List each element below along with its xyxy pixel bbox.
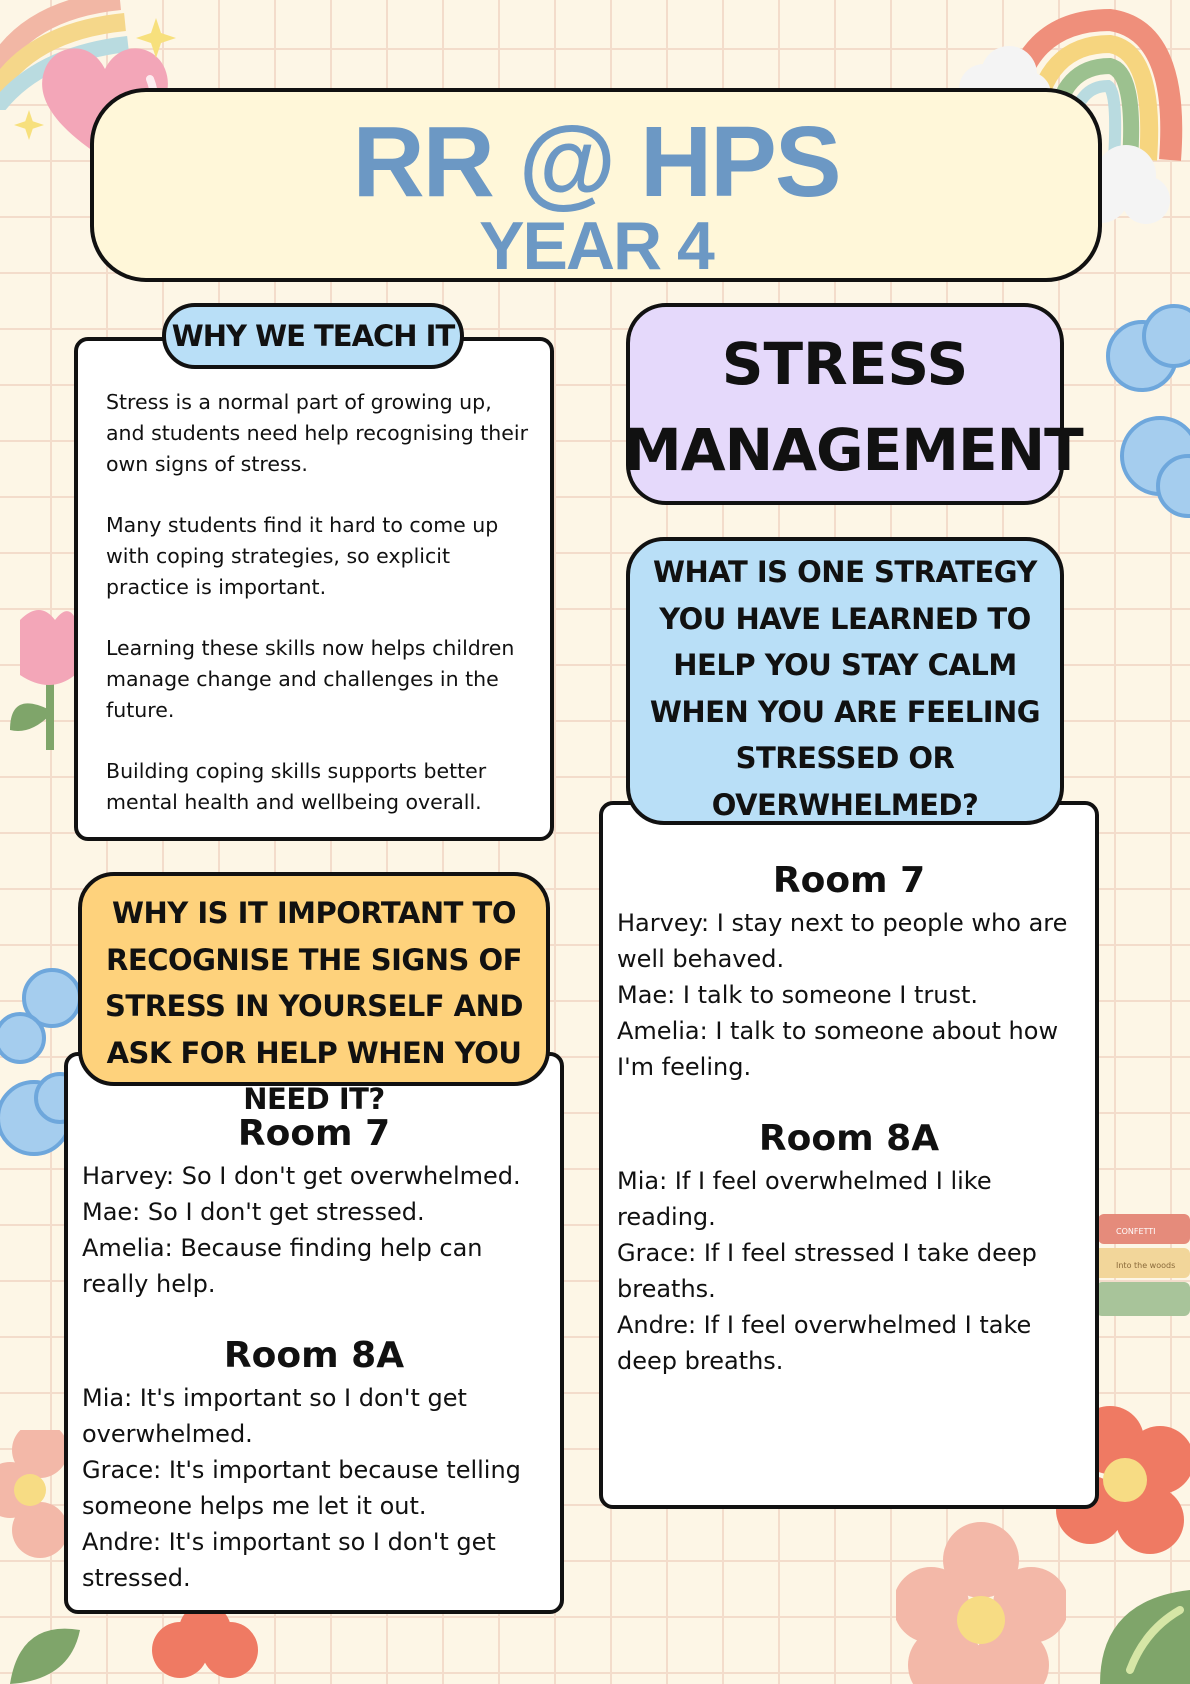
books-icon xyxy=(1092,1210,1190,1330)
tulip-icon xyxy=(0,600,80,750)
leaf-bottom-left-icon xyxy=(0,1610,90,1684)
flower-pink-bottom-icon xyxy=(896,1520,1066,1684)
room-heading: Room 7 xyxy=(772,860,926,901)
leaf-bottom-right-icon xyxy=(1090,1580,1190,1684)
why-we-teach-text xyxy=(106,387,536,848)
answer-line: Mae: I talk to someone I trust. xyxy=(617,981,978,1009)
topic-line-2: MANAGEMENT xyxy=(624,416,1083,484)
answer-line: Mae: So I don't get stressed. xyxy=(82,1198,425,1226)
sparkle-icon xyxy=(136,18,176,58)
why-we-teach-card xyxy=(74,337,554,841)
answer-line: Grace: It's important because telling someone helps me let it out. xyxy=(82,1456,521,1520)
answer-line: Grace: If I feel stressed I take deep breaths. xyxy=(617,1239,1037,1303)
strategy-answers xyxy=(603,857,1095,1379)
strategy-question: WHAT IS ONE STRATEGY YOU HAVE LEARNED TO HELP YOU STAY CALM WHEN YOU ARE FEELING STRESSED OR OVERWHELMED? xyxy=(626,537,1064,825)
signs-answers xyxy=(68,1110,560,1596)
answer-line: Amelia: Because finding help can really help. xyxy=(82,1234,483,1298)
room-heading: Room 8A xyxy=(758,1118,940,1159)
flower-red-bottom-icon xyxy=(150,1610,260,1684)
why-paragraph: Many students find it hard to come up with coping strategies, so explicit practice is important. xyxy=(106,513,499,599)
blue-cloud-sticker-icon xyxy=(1096,296,1190,536)
why-paragraph: Building coping skills supports better mental health and wellbeing overall. xyxy=(106,759,487,814)
answer-line: Mia: If I feel overwhelmed I like reading. xyxy=(617,1167,992,1231)
signs-question: WHY IS IT IMPORTANT TO RECOGNISE THE SIGNS OF STRESS IN YOURSELF AND ASK FOR HELP WHEN YOU NEED IT? xyxy=(78,872,550,1086)
answer-line: Andre: If I feel overwhelmed I take deep breaths. xyxy=(617,1311,1032,1375)
answer-line: Andre: It's important so I don't get stressed. xyxy=(82,1528,496,1592)
answer-line: Harvey: I stay next to people who are well behaved. xyxy=(617,909,1068,973)
header-banner xyxy=(90,88,1102,282)
answer-line: Amelia: I talk to someone about how I'm feeling. xyxy=(617,1017,1059,1081)
room-heading: Room 8A xyxy=(223,1335,405,1376)
room-heading: Room 7 xyxy=(237,1113,391,1154)
why-we-teach-heading: WHY WE TEACH IT xyxy=(162,303,464,369)
page-title: RR @ HPS xyxy=(352,106,840,218)
page-subtitle: YEAR 4 xyxy=(479,208,713,284)
answer-line: Mia: It's important so I don't get overwhelmed. xyxy=(82,1384,467,1448)
topic-box xyxy=(624,303,1083,505)
why-paragraph: Stress is a normal part of growing up, and students need help recognising their own signs of stress. xyxy=(106,390,528,476)
why-paragraph: Learning these skills now helps children manage change and challenges in the future. xyxy=(106,636,515,722)
topic-line-1: STRESS xyxy=(721,330,969,398)
book-spine-2-text: Into the woods xyxy=(1116,1261,1176,1270)
signs-answers-card xyxy=(64,1052,564,1614)
answer-line: Harvey: So I don't get overwhelmed. xyxy=(82,1162,521,1190)
sparkle-small-icon xyxy=(14,110,44,140)
book-spine-1-text: CONFETTI xyxy=(1116,1227,1156,1236)
strategy-answers-card xyxy=(599,801,1099,1509)
